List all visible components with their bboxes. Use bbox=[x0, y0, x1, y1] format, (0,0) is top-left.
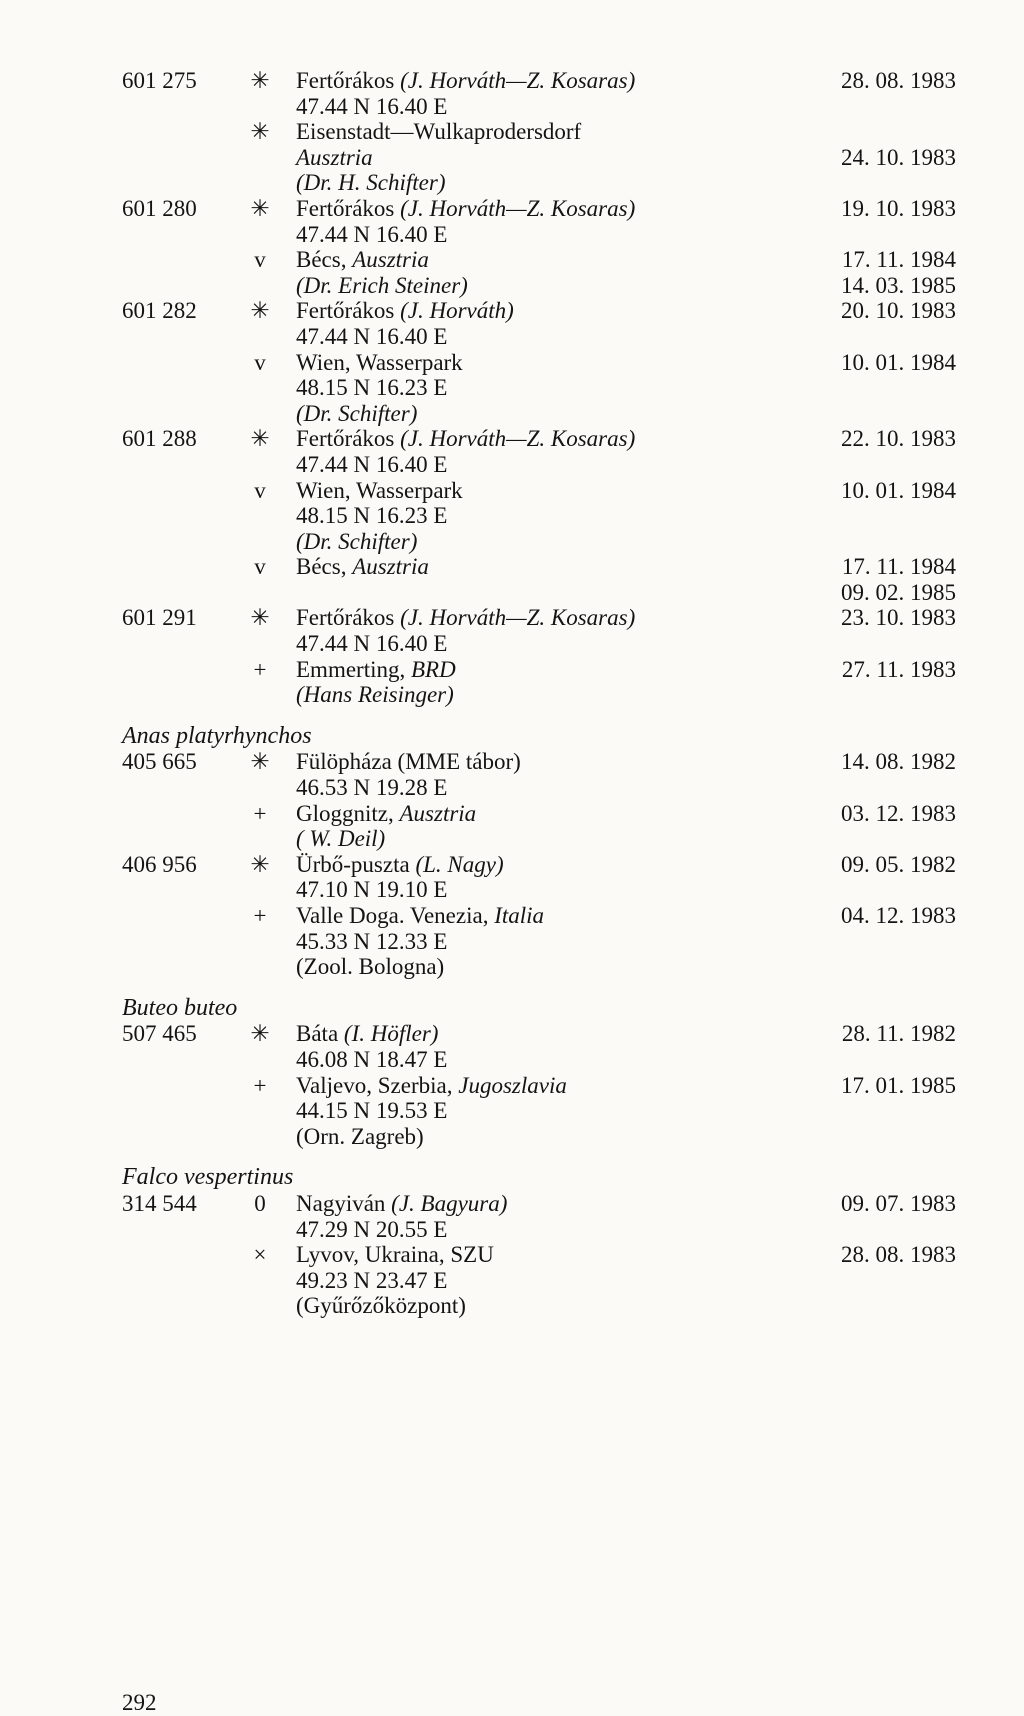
place-italic: Ausztria bbox=[399, 800, 477, 826]
place-name: 48.15 N 16.23 E bbox=[296, 503, 448, 529]
event-symbol: ✳ bbox=[250, 298, 270, 324]
event-date: 22. 10. 1983 bbox=[841, 426, 956, 452]
location-text bbox=[296, 170, 445, 196]
event-date: 27. 11. 1983 bbox=[841, 656, 956, 682]
place-italic: (Dr. Erich Steiner) bbox=[296, 272, 468, 298]
place-italic: (J. Horváth—Z. Kosaras) bbox=[400, 68, 636, 93]
record-line bbox=[122, 1268, 962, 1294]
place-italic: BRD bbox=[410, 656, 456, 682]
record-line bbox=[122, 826, 962, 852]
record-line bbox=[122, 1293, 962, 1319]
location-text bbox=[296, 145, 373, 171]
section-spacer bbox=[122, 980, 962, 996]
species-section bbox=[122, 1149, 962, 1319]
location-text bbox=[296, 929, 447, 955]
page-number: 292 bbox=[122, 1690, 157, 1715]
location-text bbox=[296, 954, 444, 980]
location-text bbox=[296, 1268, 447, 1294]
place-name: Báta bbox=[296, 1021, 344, 1047]
place-name: 45.33 N 12.33 E bbox=[296, 928, 448, 954]
location-text bbox=[296, 682, 454, 708]
event-symbol: v bbox=[254, 554, 266, 580]
record-line bbox=[122, 529, 962, 555]
event-date: 23. 10. 1983 bbox=[841, 605, 956, 631]
ringing-records bbox=[122, 68, 962, 1319]
place-name: 47.29 N 20.55 E bbox=[296, 1216, 448, 1242]
event-date: 19. 10. 1983 bbox=[841, 195, 956, 221]
place-name: 44.15 N 19.53 E bbox=[296, 1098, 448, 1124]
location-text bbox=[296, 94, 447, 120]
section-spacer bbox=[122, 708, 962, 724]
place-italic: (Hans Reisinger) bbox=[296, 682, 454, 708]
place-name: 49.23 N 23.47 E bbox=[296, 1267, 448, 1293]
record-line bbox=[122, 350, 962, 376]
location-text bbox=[296, 350, 463, 376]
record-line bbox=[122, 605, 962, 631]
location-text bbox=[296, 478, 463, 504]
event-date: 14. 03. 1985 bbox=[841, 272, 956, 298]
place-name: 46.53 N 19.28 E bbox=[296, 775, 448, 801]
record-line bbox=[122, 852, 962, 878]
event-date: 14. 08. 1982 bbox=[841, 749, 956, 775]
record-line bbox=[122, 298, 962, 324]
location-text bbox=[296, 401, 417, 427]
place-name: Valjevo, Szerbia, bbox=[296, 1072, 459, 1098]
place-name: Nagyiván bbox=[296, 1190, 392, 1216]
location-text bbox=[296, 826, 385, 852]
place-name: 47.44 N 16.40 E bbox=[296, 323, 448, 349]
event-symbol: ✳ bbox=[250, 119, 270, 145]
place-name: Fertőrákos bbox=[296, 605, 401, 631]
event-date: 17. 01. 1985 bbox=[841, 1072, 956, 1098]
place-italic: (L. Nagy) bbox=[415, 851, 504, 877]
ring-number: 405 665 bbox=[122, 749, 197, 775]
event-symbol: × bbox=[253, 1242, 267, 1268]
record-line bbox=[122, 954, 962, 980]
record-line bbox=[122, 68, 962, 94]
record-line bbox=[122, 631, 962, 657]
event-symbol: ✳ bbox=[250, 68, 270, 93]
place-italic: ( W. Deil) bbox=[296, 826, 386, 852]
location-text bbox=[296, 605, 635, 631]
location-text bbox=[296, 1191, 507, 1217]
record-line bbox=[122, 749, 962, 775]
location-text bbox=[296, 196, 635, 222]
location-text bbox=[296, 554, 429, 580]
location-text bbox=[296, 657, 456, 683]
species-name: Falco vespertinus bbox=[122, 1164, 294, 1191]
event-symbol: ✳ bbox=[250, 1021, 270, 1047]
location-text bbox=[296, 801, 476, 827]
place-italic: Ausztria bbox=[352, 247, 429, 273]
event-date: 28. 11. 1982 bbox=[841, 1021, 956, 1047]
event-date: 28. 08. 1983 bbox=[841, 68, 956, 93]
record-line bbox=[122, 580, 962, 606]
place-italic: Italia bbox=[494, 903, 545, 928]
event-symbol: ✳ bbox=[250, 426, 270, 452]
location-text bbox=[296, 775, 447, 801]
event-date: 24. 10. 1983 bbox=[841, 144, 956, 170]
place-name: 47.44 N 16.40 E bbox=[296, 93, 448, 119]
location-text bbox=[296, 426, 635, 452]
record-line bbox=[122, 1098, 962, 1124]
section-spacer bbox=[122, 1149, 962, 1165]
event-symbol: ✳ bbox=[250, 749, 270, 775]
record-line bbox=[122, 1073, 962, 1099]
record-line bbox=[122, 247, 962, 273]
record-line bbox=[122, 222, 962, 248]
location-text bbox=[296, 273, 468, 299]
location-text bbox=[296, 222, 447, 248]
record-line bbox=[122, 324, 962, 350]
location-text bbox=[296, 452, 447, 478]
ring-number: 601 275 bbox=[122, 68, 197, 93]
record-line bbox=[122, 452, 962, 478]
location-text bbox=[296, 877, 447, 903]
place-name: (Zool. Bologna) bbox=[296, 954, 445, 980]
place-italic: (I. Höfler) bbox=[343, 1021, 439, 1047]
event-symbol: ✳ bbox=[250, 851, 270, 877]
location-text bbox=[296, 298, 514, 324]
place-italic: Jugoszlavia bbox=[458, 1072, 567, 1098]
record-line bbox=[122, 503, 962, 529]
event-date: 20. 10. 1983 bbox=[841, 298, 956, 324]
record-line bbox=[122, 426, 962, 452]
species-name: Anas platyrhynchos bbox=[122, 722, 312, 749]
location-text bbox=[296, 1073, 567, 1099]
place-name: (Gyűrőzőközpont) bbox=[296, 1293, 466, 1319]
place-name: Fertőrákos bbox=[296, 426, 401, 452]
place-name: Wien, Wasserpark bbox=[296, 349, 463, 375]
event-date: 17. 11. 1984 bbox=[841, 247, 956, 273]
record-line bbox=[122, 877, 962, 903]
location-text bbox=[296, 749, 521, 775]
ring-number: 406 956 bbox=[122, 851, 197, 877]
record-line bbox=[122, 94, 962, 120]
place-italic: (Dr. Schifter) bbox=[296, 528, 418, 554]
record-line bbox=[122, 170, 962, 196]
record-line bbox=[122, 1124, 962, 1150]
event-date: 10. 01. 1984 bbox=[841, 477, 956, 503]
place-name: Gloggnitz, bbox=[296, 800, 400, 826]
place-name: 47.44 N 16.40 E bbox=[296, 631, 448, 657]
location-text bbox=[296, 1098, 447, 1124]
place-italic: (J. Horváth) bbox=[400, 298, 514, 324]
place-name: Fülöpháza (MME tábor) bbox=[296, 749, 521, 775]
species-section bbox=[122, 708, 962, 980]
location-text bbox=[296, 68, 635, 94]
event-symbol: v bbox=[254, 477, 266, 503]
place-name: Lyvov, Ukraina, SZU bbox=[296, 1242, 494, 1268]
event-symbol: ✳ bbox=[250, 605, 270, 631]
location-text bbox=[296, 1021, 438, 1047]
species-section bbox=[122, 980, 962, 1150]
event-symbol: + bbox=[253, 903, 267, 928]
event-date: 04. 12. 1983 bbox=[841, 903, 956, 928]
place-italic: Ausztria bbox=[352, 554, 429, 580]
place-name: 47.10 N 19.10 E bbox=[296, 877, 448, 903]
event-date: 09. 07. 1983 bbox=[841, 1190, 956, 1216]
event-date: 03. 12. 1983 bbox=[841, 800, 956, 826]
location-text bbox=[296, 1124, 424, 1150]
location-text bbox=[296, 375, 447, 401]
place-name: Eisenstadt—Wulkaprodersdorf bbox=[296, 119, 582, 145]
place-name: (Orn. Zagreb) bbox=[296, 1123, 424, 1149]
place-italic: Ausztria bbox=[296, 144, 373, 170]
place-italic: (J. Horváth—Z. Kosaras) bbox=[400, 426, 636, 452]
record-line bbox=[122, 1021, 962, 1047]
event-date: 17. 11. 1984 bbox=[841, 554, 956, 580]
event-symbol: 0 bbox=[254, 1190, 266, 1216]
location-text bbox=[296, 1293, 466, 1319]
record-line bbox=[122, 119, 962, 145]
location-text bbox=[296, 903, 544, 929]
place-italic: (Dr. Schifter) bbox=[296, 400, 418, 426]
event-date: 10. 01. 1984 bbox=[841, 349, 956, 375]
place-name: Valle Doga. Venezia, bbox=[296, 903, 495, 928]
location-text bbox=[296, 119, 581, 145]
ring-number: 601 282 bbox=[122, 298, 197, 324]
place-italic: (J. Horváth—Z. Kosaras) bbox=[400, 195, 636, 221]
record-line bbox=[122, 273, 962, 299]
record-line bbox=[122, 1191, 962, 1217]
event-date: 09. 02. 1985 bbox=[841, 579, 956, 605]
record-line bbox=[122, 1047, 962, 1073]
ring-number: 601 291 bbox=[122, 605, 197, 631]
location-text bbox=[296, 852, 504, 878]
record-line bbox=[122, 682, 962, 708]
record-line bbox=[122, 903, 962, 929]
location-text bbox=[296, 529, 417, 555]
record-line bbox=[122, 929, 962, 955]
place-name: 47.44 N 16.40 E bbox=[296, 221, 448, 247]
event-symbol: ✳ bbox=[250, 195, 270, 221]
place-name: 47.44 N 16.40 E bbox=[296, 451, 448, 477]
place-name: Fertőrákos bbox=[296, 195, 401, 221]
record-line bbox=[122, 775, 962, 801]
location-text bbox=[296, 1047, 447, 1073]
record-line bbox=[122, 145, 962, 171]
place-name: Bécs, bbox=[296, 247, 353, 273]
place-name: Fertőrákos bbox=[296, 68, 401, 93]
event-date: 09. 05. 1982 bbox=[841, 851, 956, 877]
place-name: Fertőrákos bbox=[296, 298, 401, 324]
location-text bbox=[296, 1217, 447, 1243]
event-symbol: + bbox=[253, 656, 267, 682]
record-line bbox=[122, 478, 962, 504]
record-line bbox=[122, 375, 962, 401]
place-name: Emmerting, bbox=[296, 656, 411, 682]
ring-number: 314 544 bbox=[122, 1190, 197, 1216]
record-line bbox=[122, 801, 962, 827]
place-italic: (J. Horváth—Z. Kosaras) bbox=[400, 605, 636, 631]
place-name: Ürbő-puszta bbox=[296, 851, 416, 877]
place-name: 48.15 N 16.23 E bbox=[296, 375, 448, 401]
record-line bbox=[122, 1217, 962, 1243]
place-name: 46.08 N 18.47 E bbox=[296, 1046, 448, 1072]
record-line bbox=[122, 401, 962, 427]
record-line bbox=[122, 1242, 962, 1268]
event-symbol: v bbox=[254, 247, 266, 273]
ring-number: 601 280 bbox=[122, 195, 197, 221]
location-text bbox=[296, 631, 447, 657]
location-text bbox=[296, 1242, 494, 1268]
event-symbol: v bbox=[254, 349, 266, 375]
place-name: Wien, Wasserpark bbox=[296, 477, 463, 503]
species-section bbox=[122, 68, 962, 708]
place-italic: (J. Bagyura) bbox=[391, 1190, 508, 1216]
record-line bbox=[122, 554, 962, 580]
place-italic: (Dr. H. Schifter) bbox=[296, 170, 446, 196]
ring-number: 507 465 bbox=[122, 1021, 197, 1047]
event-symbol: + bbox=[253, 1072, 267, 1098]
ring-number: 601 288 bbox=[122, 426, 197, 452]
event-date: 28. 08. 1983 bbox=[841, 1242, 956, 1268]
event-symbol: + bbox=[253, 800, 267, 826]
location-text bbox=[296, 247, 429, 273]
record-line bbox=[122, 196, 962, 222]
location-text bbox=[296, 324, 447, 350]
record-line bbox=[122, 657, 962, 683]
place-name: Bécs, bbox=[296, 554, 353, 580]
species-name: Buteo buteo bbox=[122, 994, 238, 1021]
location-text bbox=[296, 503, 447, 529]
